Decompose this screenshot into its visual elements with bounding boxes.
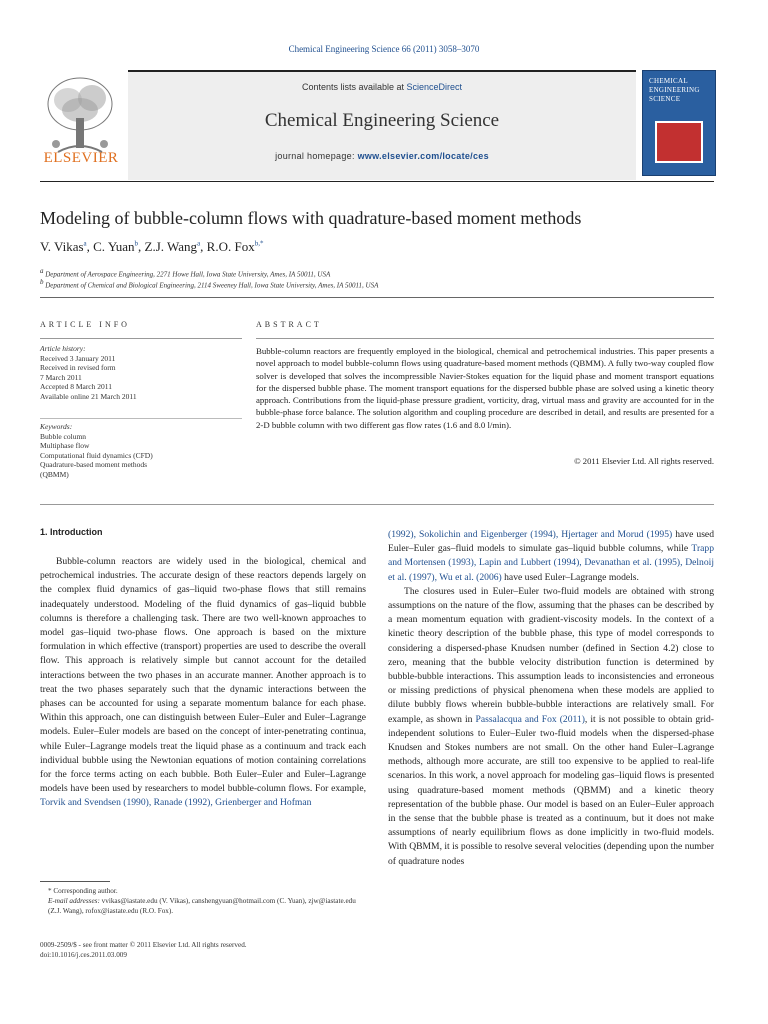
article-info-heading: ARTICLE INFO: [40, 320, 130, 329]
keyword: Quadrature-based moment methods: [40, 460, 148, 470]
email-label: E-mail addresses:: [48, 897, 100, 905]
section-divider: [40, 297, 714, 298]
homepage-prefix: journal homepage:: [275, 151, 358, 161]
history-label: Article history:: [40, 344, 86, 353]
author-list: V. Vikas$^a$, C. Yuan$^b$, Z.J. Wang$^a$, R.O. Fox$^{b,*}$: [40, 239, 264, 254]
article-history: [40, 344, 137, 402]
copyright-notice: © 2011 Elsevier Ltd. All rights reserved.: [574, 456, 714, 466]
affiliation-marker: a: [40, 267, 44, 275]
paragraph-text: have used Euler–Lagrange models.: [501, 571, 639, 583]
body-paragraph: [388, 585, 714, 869]
author-affiliation-marker[interactable]: a: [83, 239, 87, 248]
affiliation: [40, 267, 330, 278]
author-name: V. Vikas: [40, 239, 84, 254]
keywords-list: [40, 422, 153, 480]
citation-links[interactable]: (1992), Sokolichin and Eigenberger (1994), Hjertager and Morud (1995): [388, 529, 673, 540]
abstract-heading: ABSTRACT: [256, 320, 322, 329]
cover-image: [655, 121, 703, 163]
keyword: (QBMM): [40, 469, 69, 479]
citation-links[interactable]: Torvik and Svendsen (1990), Ranade (1992), Grienberger and Hofman: [40, 797, 312, 809]
body-divider: [40, 504, 714, 505]
corresponding-author-footnote: [40, 886, 366, 916]
affiliation-text: Department of Chemical and Biological Engineering, 2114 Sweeney Hall, Iowa State University, Ames, IA 50011, USA: [45, 281, 379, 290]
front-matter-footer: [40, 940, 247, 960]
contents-line: [128, 82, 636, 92]
history-item: Accepted 8 March 2011: [40, 382, 112, 392]
keyword: Multiphase flow: [40, 441, 90, 451]
keyword: Bubble column: [40, 431, 87, 441]
author-name: Z.J. Wang: [144, 239, 198, 254]
author-name: C. Yuan: [93, 239, 135, 254]
article-info-divider: [40, 338, 242, 339]
paragraph-text: Bubble-column reactors are widely used in the biological, chemical and petrochemical industries. The accurate design of these reactors depends largely on the complex fluid dynamics of gas–liquid two-phase flows that still remains inadequately understood. Modeling of the fluid dynamics of gas–liquid bubble columns is therefore a challenging task. There are two well-known approaches to model gas–liquid two-phase flows. One approach is based on the mixture formulation in which effective (transport) properties are used to describe the overall flow. This approach is relatively simple but cannot account for the detailed interactions between the two phases in an accurate manner. Another approach is to treat the two phases separately such that the dynamic interactions between the phases can be accounted for using a separate momentum balance for each phase. Within this approach, one can distinguish between Euler–Euler and Euler–Lagrange models. Euler–Euler models are based on the concept of inter-penetrating continua, while Euler–Lagrange models treat the liquid phase as a continuum and track each individual bubble using the Newtonian equations of motion containing correlations for the force terms acting on each bubble. Both Euler–Euler and Euler–Lagrange models have been used by researchers to model bubble-column flows. For example,: [40, 556, 366, 795]
paragraph-text: The closures used in Euler–Euler two-fluid models are obtained with strong assumptions on the nature of the flow, assuming that the phases can be described by a mean momentum equation with gradient-viscosity models. In the context of a kinetic theory description of the bubble phase, this type of model corresponds to considering a dispersed-phase Knudsen number (defined in Section 4.2) close to zero, meaning that the bubble velocity distribution function is determined by bubble-bubble interactions. This assumption leads to inconsistencies and erroneous or missing predictions of physical phenomena when these models are applied to dilute bubbly flows wherein bubble-bubble interactions are relatively small. For example, as shown in: [388, 585, 714, 725]
doi-line[interactable]: doi:10.1016/j.ces.2011.03.009: [40, 951, 127, 959]
author-affiliation-marker[interactable]: b,*: [254, 239, 264, 248]
body-column-right: [388, 528, 714, 869]
affiliation-text: Department of Aerospace Engineering, 2271 Howe Hall, Iowa State University, Ames, IA 50011, USA: [45, 270, 331, 279]
keywords-label: Keywords:: [40, 422, 73, 431]
body-paragraph: [388, 528, 714, 585]
author-name: R.O. Fox: [206, 239, 255, 254]
history-item: 7 March 2011: [40, 372, 82, 382]
front-matter-line: 0009-2509/$ - see front matter © 2011 Elsevier Ltd. All rights reserved.: [40, 941, 247, 949]
footnote-divider: [40, 881, 110, 882]
paper-title: Modeling of bubble-column flows with quadrature-based moment methods: [40, 208, 582, 228]
affiliation-marker: b: [40, 278, 44, 286]
history-item: Available online 21 March 2011: [40, 391, 137, 401]
citation-link[interactable]: Passalacqua and Fox (2011): [475, 713, 585, 725]
author-affiliation-marker[interactable]: a: [197, 239, 201, 248]
affiliation: [40, 278, 378, 289]
contents-prefix: Contents lists available at: [301, 82, 407, 92]
body-column-left: [40, 555, 366, 811]
abstract-text: Bubble-column reactors are frequently employed in the biological, chemical and petrochemical industries. This paper presents a novel approach to model bubble-column flows using quadrature-based moment methods (QBMM). A fully two-way coupled flow solver is developed that solves the incompressible Navier-Stokes equation for the liquid phase and moment transport equations for the dispersed bubble phase. The moment transport equations for the dispersed bubble phase are solved using a kinetic theory approach. Contributions from the liquid-phase pressure gradient, vorticity, drag, virtual mass and gravity are accounted for in the bubble-phase force balance. The solution algorithm and coupling procedure are described in detail, and results are presented for a 2-D bubble column with two different gas flow rates (1.6 and 8.0 l/min).: [256, 346, 714, 430]
journal-reference[interactable]: Chemical Engineering Science 66 (2011) 3058–3070: [288, 44, 480, 54]
author-affiliation-marker[interactable]: b: [134, 239, 139, 248]
journal-cover-thumbnail[interactable]: [642, 70, 716, 176]
cover-title: CHEMICAL ENGINEERING SCIENCE: [649, 77, 700, 103]
abstract-divider: [256, 338, 714, 339]
journal-title: Chemical Engineering Science: [264, 110, 500, 131]
corresponding-author-label: * Corresponding author.: [48, 887, 118, 895]
journal-homepage-line: [128, 151, 636, 161]
body-paragraph: [40, 555, 366, 811]
homepage-link[interactable]: www.elsevier.com/locate/ces: [357, 151, 489, 161]
sciencedirect-link[interactable]: ScienceDirect: [406, 82, 463, 92]
history-item: Received in revised form: [40, 363, 116, 373]
keyword: Computational fluid dynamics (CFD): [40, 450, 153, 460]
history-item: Received 3 January 2011: [40, 353, 116, 363]
publisher-wordmark: ELSEVIER: [43, 150, 119, 166]
header-divider: [40, 181, 714, 182]
email-addresses[interactable]: vvikas@iastate.edu (V. Vikas), canshengyuan@hotmail.com (C. Yuan), zjw@iastate.edu (Z.J. Wang), rofox@iastate.edu (R.O. Fox).: [48, 897, 356, 915]
section-heading-introduction: 1. Introduction: [40, 527, 103, 537]
paragraph-text: , it is not possible to obtain grid-independent solutions to Euler–Euler two-fluid models when the dispersed-phase Knudsen and Stokes numbers are not small. On the other hand Euler–Lagrange methods, although more accurate, are still too expensive to be applied to real-life scenarios. In this work, a novel approach for modeling gas–liquid flows is presented using quadrature-based moment methods (QBMM) and a kinetic theory representation of the bubble phase. Our model is based on an Euler–Euler approach in the sense that the bubble phase is treated as a continuum, but it does not make assumptions of nearly equilibrium flows as done implicitly in two-fluid models. With QBMM, it is possible to resolve several velocities (depending upon the number of quadrature nodes: [388, 713, 715, 867]
keywords-divider: [40, 418, 242, 419]
citation-links[interactable]: Trapp and Mortensen (1993), Lapin and Lubbert (1994), Devanathan et al. (1995), Delnoij et al. (1997), Wu et al. (2006): [388, 543, 714, 583]
paragraph-text: have used Euler–Euler gas–fluid models to simulate gas–liquid bubble columns, while: [388, 529, 714, 555]
